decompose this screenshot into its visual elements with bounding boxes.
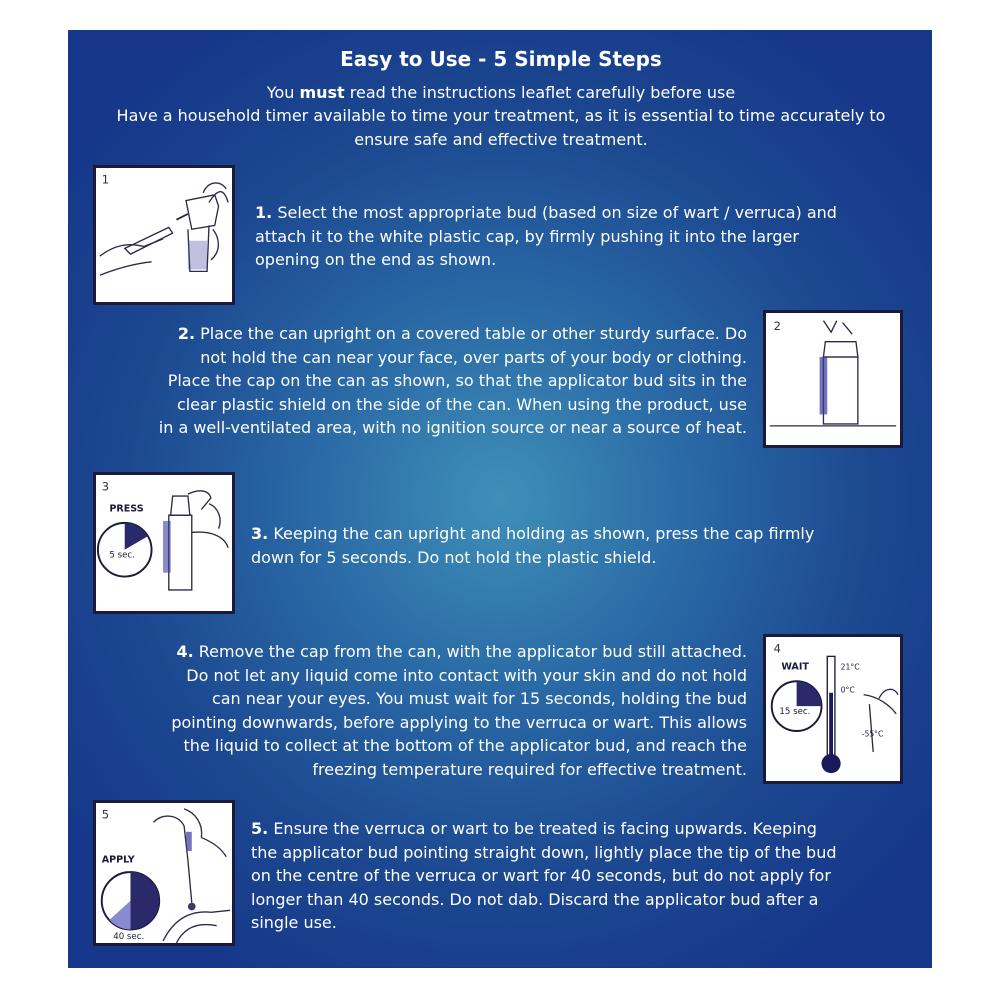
timer-dial-fill: [130, 872, 159, 929]
bud-attach-drawing: [96, 168, 232, 302]
step-number: 4.: [176, 642, 194, 661]
figure-number: 5: [101, 807, 110, 822]
step-3-illustration: [93, 472, 235, 614]
figure-number: 4: [773, 641, 781, 656]
timer-dial-fill: [797, 681, 822, 706]
apply-bud-drawing: [96, 803, 232, 943]
instructions-panel: [68, 30, 932, 968]
step-1-illustration: [93, 165, 235, 305]
temp-21: 21°C: [840, 662, 860, 672]
step-number: 3.: [251, 524, 269, 543]
step-5-text: 5. Ensure the verruca or wart to be treated is facing upwards. Keeping the applicator bud pointing straight down, lightly place the tip of the bud on the centre of the verruca or wart for 40 seconds, but do not apply for longer than 40 seconds. Do not dab. Discard the applicator bud after a single use.: [251, 819, 837, 933]
must-read-notice: You must read the instructions leaflet carefully before use: [266, 83, 736, 102]
thermometer-bulb: [822, 754, 841, 773]
timer-notice-line1: Have a household timer available to time your treatment, as it is essential to time accurately to: [116, 106, 886, 125]
step-number: 2.: [177, 324, 196, 343]
press-time: 5 sec.: [109, 550, 135, 561]
page-title: Easy to Use - 5 Simple Steps: [340, 47, 662, 71]
must-emphasis: must: [299, 83, 345, 102]
figure-number: 2: [773, 319, 781, 334]
wait-time: 15 sec.: [779, 706, 811, 717]
can-upright-drawing: [766, 313, 900, 445]
step-4-illustration: [763, 634, 903, 784]
step-2-illustration: [763, 310, 903, 448]
apply-time: 40 sec.: [113, 932, 145, 943]
wait-label: WAIT: [781, 661, 809, 673]
step-2-text: 2. Place the can upright on a covered table or other sturdy surface. Do not hold the can near your face, over parts of your body or clothing. Place the cap on the can as shown, so that the applicator bud sits in the clear plastic shield on the side of the can. When using the product, use in a well-ventilated area, with no ignition source or near a source of heat.: [158, 324, 747, 438]
step-5-illustration: [93, 800, 235, 946]
wait-thermometer-drawing: [766, 637, 900, 781]
figure-number: 1: [101, 172, 110, 187]
thermometer-mercury: [829, 693, 833, 760]
temp-0: 0°C: [840, 685, 855, 695]
temp-minus-55: -55°C: [861, 729, 884, 739]
press-label: PRESS: [109, 503, 144, 515]
press-cap-drawing: [96, 475, 232, 611]
step-1-text: 1. Select the most appropriate bud (based on size of wart / verruca) and attach it to the white plastic cap, by firmly pushing it into the larger opening on the end as shown.: [255, 203, 837, 270]
step-3-text: 3. Keeping the can upright and holding as shown, press the cap firmly down for 5 seconds. Do not hold the plastic shield.: [251, 524, 815, 567]
figure-number: 3: [101, 479, 110, 494]
timer-notice-line2: ensure safe and effective treatment.: [354, 130, 648, 149]
step-number: 5.: [251, 819, 269, 838]
step-4-text: 4. Remove the cap from the can, with the applicator bud still attached. Do not let any liquid come into contact with your skin and do not hold can near your eyes. You must wait for 15 seconds, holding the bud pointing downwards, before applying to the verruca or wart. This allows the liquid to collect at the bottom of the applicator bud, and reach the freezing temperature required for effective treatment.: [171, 642, 747, 779]
apply-label: APPLY: [101, 854, 135, 866]
step-number: 1.: [255, 203, 273, 222]
